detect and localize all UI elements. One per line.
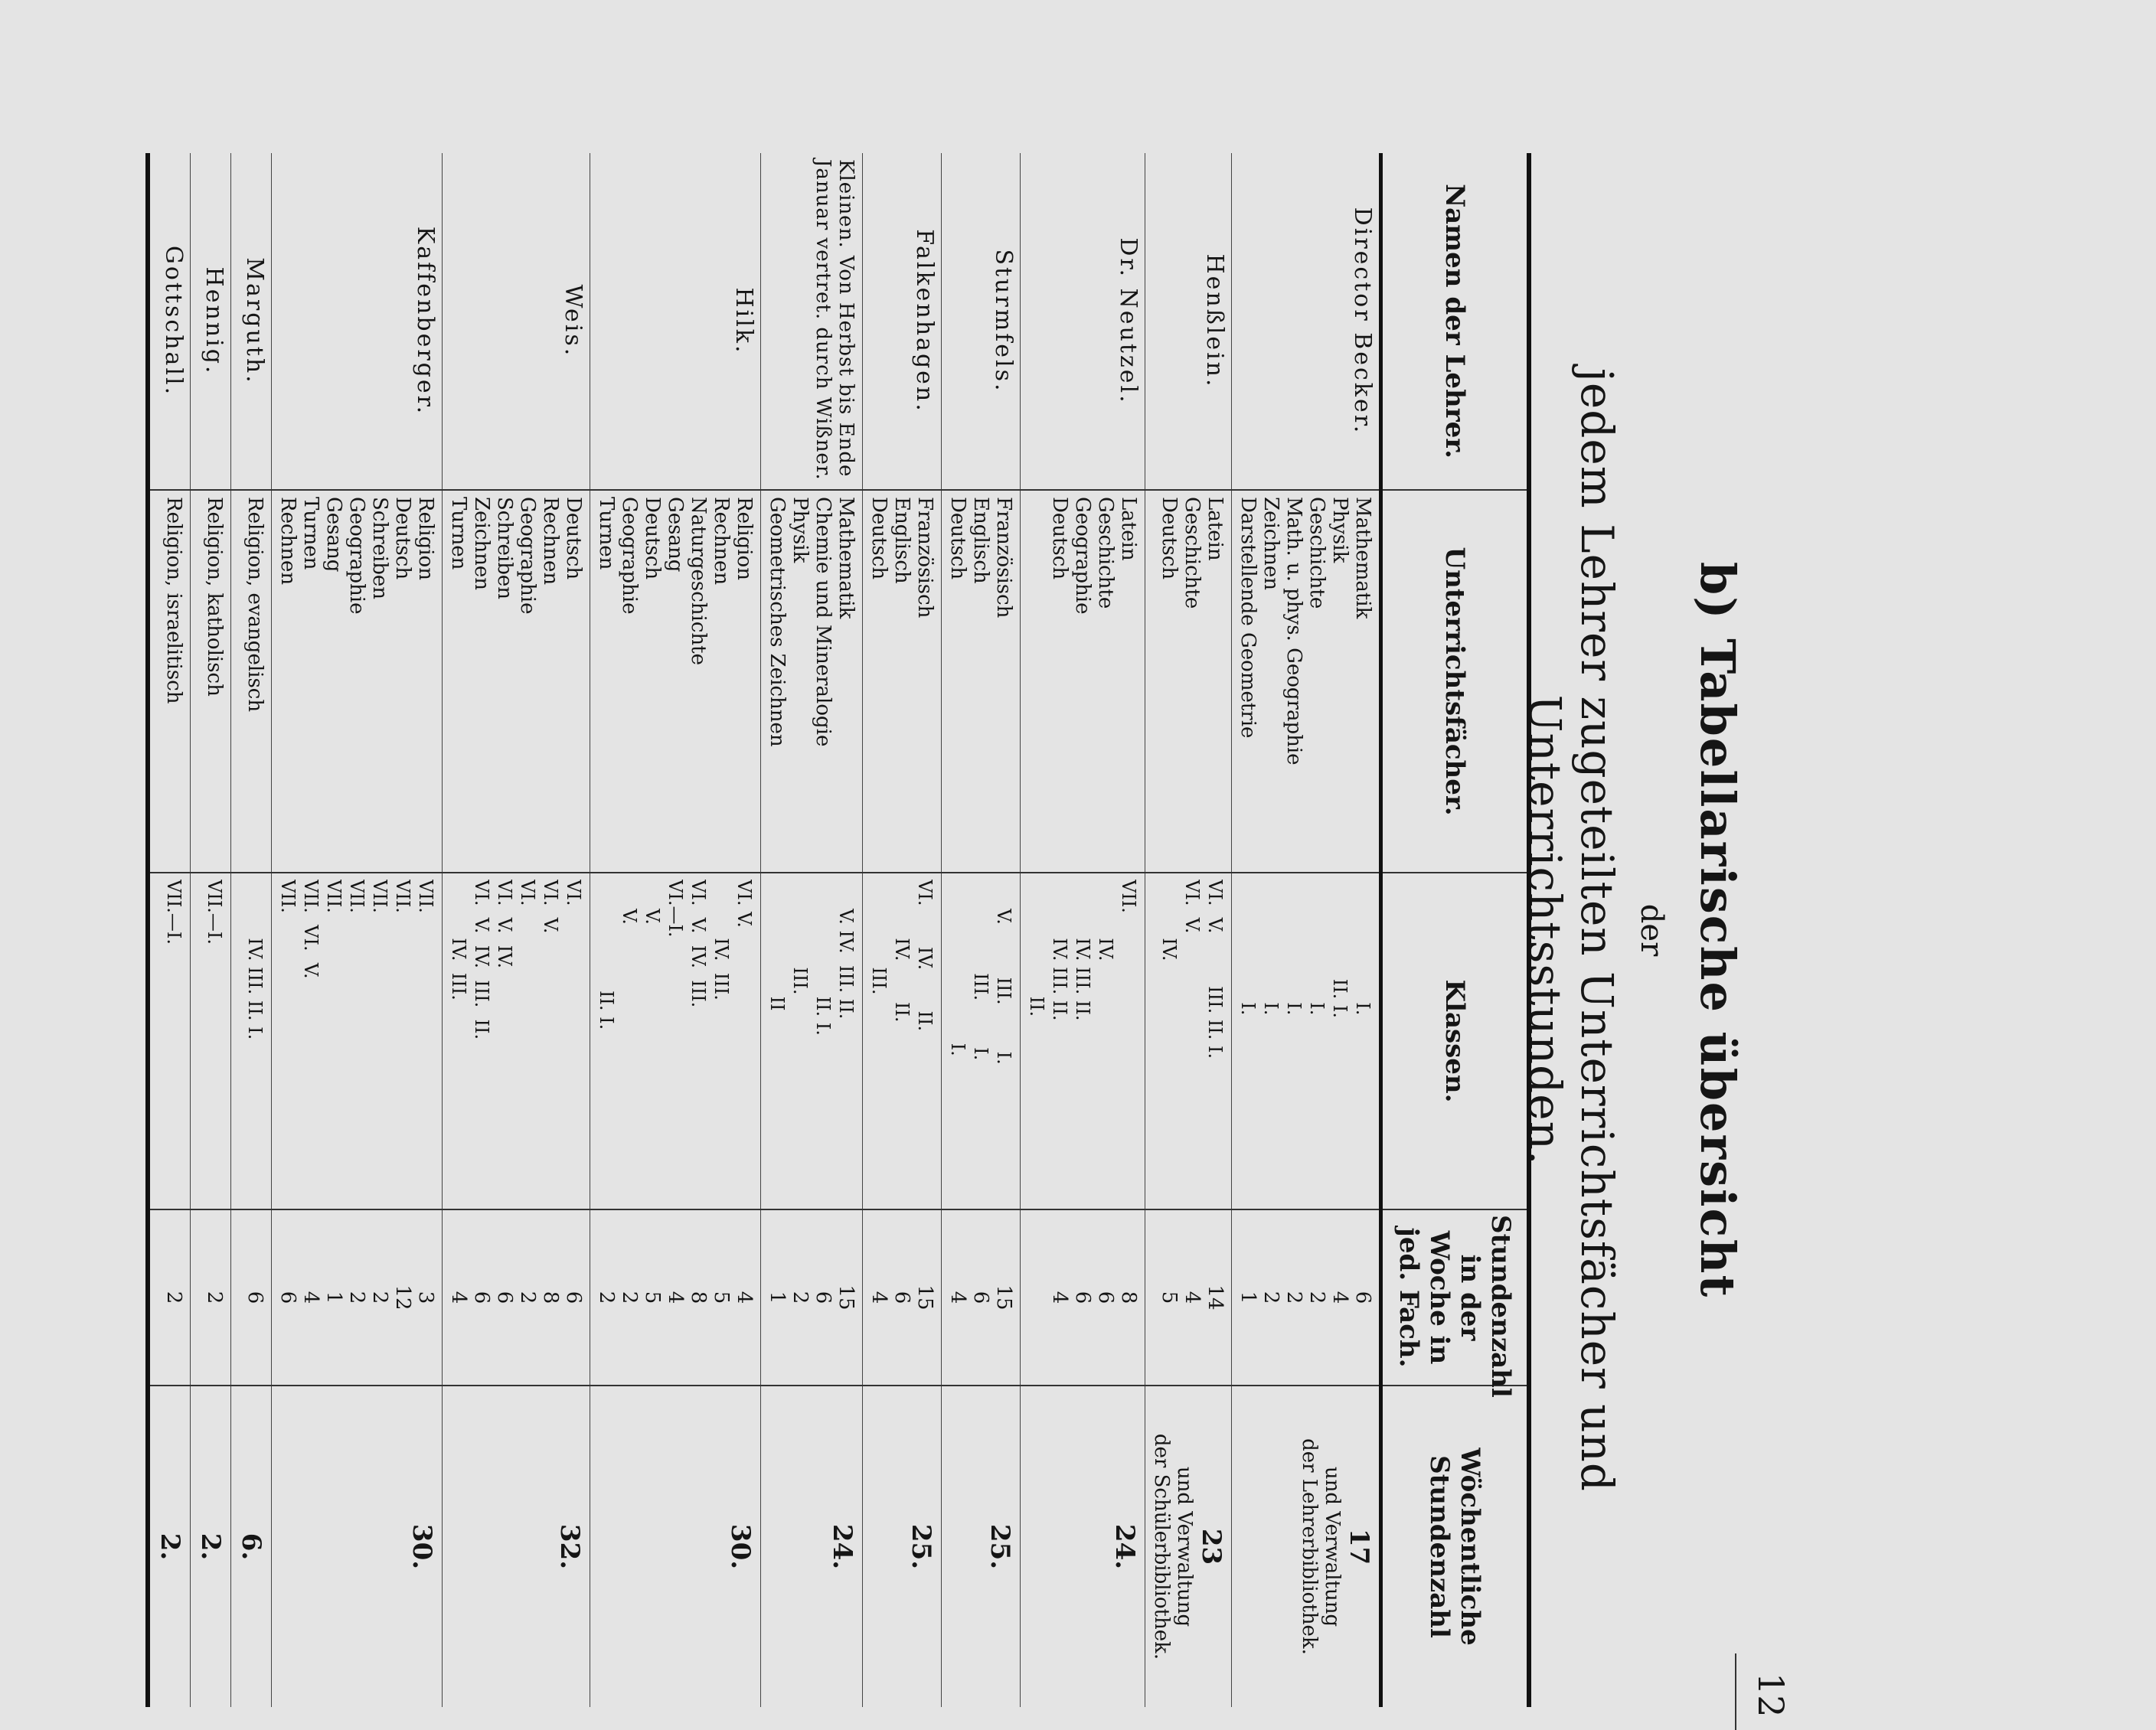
hours-line: 6 [1351, 1291, 1374, 1304]
subject-cell [1021, 490, 1145, 873]
subject-line: Rechnen [710, 497, 733, 586]
teacher-name: Director Becker. [1232, 153, 1381, 490]
class-cell [191, 873, 231, 1209]
subject-line: Schreiben [493, 497, 516, 600]
class-line: I. [1260, 880, 1282, 1016]
subject-line: Deutsch [1048, 497, 1071, 580]
hours-line: 15 [913, 1284, 936, 1311]
class-line: I. [947, 880, 969, 1056]
class-line: IV. III. II. [1072, 880, 1093, 1021]
hours-line: 8 [539, 1291, 562, 1304]
subject-line: Geographie [516, 497, 539, 615]
class-line: I. [1283, 880, 1305, 1016]
title-connector: der [1634, 903, 1669, 957]
subject-line: Deutsch [946, 497, 969, 580]
subject-line: Zeichnen [1259, 497, 1282, 590]
subject-line: Turnen [595, 497, 618, 570]
table-row [191, 153, 231, 1707]
subject-line: Deutsch [1158, 497, 1181, 580]
class-line: VI.—I. [665, 880, 686, 938]
subject-line: Turnen [299, 497, 322, 570]
weekly-total-cell [231, 1386, 272, 1707]
subject-line: Rechnen [539, 497, 562, 586]
class-line: V. IV. III. II. [835, 880, 857, 1020]
header-hours: Stundenzahl in der Woche in jed. Fach. [1381, 1209, 1530, 1386]
hours-line: 6 [562, 1291, 585, 1304]
teacher-name: Weis. [443, 153, 590, 490]
hours-line: 6 [243, 1291, 266, 1304]
class-line: VI. [517, 880, 538, 906]
class-cell [272, 873, 443, 1209]
class-line: V. [619, 880, 640, 925]
hours-cell [590, 1209, 761, 1386]
table-row [590, 153, 761, 1707]
table-row [443, 153, 590, 1707]
subject-line: Deutsch [641, 497, 664, 580]
hours-line: 12 [391, 1284, 414, 1311]
hours-line: 5 [710, 1291, 733, 1304]
subject-line: Rechnen [276, 497, 299, 586]
class-line: II. I. [596, 880, 617, 1030]
hours-cell [1021, 1209, 1145, 1386]
class-line: VI. V. IV. III. II. [471, 880, 492, 1040]
class-line: VII. [346, 880, 368, 913]
teacher-name: Falkenhagen. [863, 153, 942, 490]
subject-line: Chemie und Mineralogie [812, 497, 835, 747]
class-line: III. [868, 880, 890, 995]
subject-line: Gesang [664, 497, 687, 573]
subject-line: Religion [733, 497, 756, 580]
class-line: II. I. [812, 880, 834, 1036]
subject-line: Religion, katholisch [203, 497, 226, 697]
class-line: IV. [1158, 880, 1180, 961]
hours-line: 1 [766, 1291, 789, 1304]
hours-line: 2 [1282, 1291, 1305, 1304]
hours-line: 4 [1181, 1291, 1204, 1304]
hours-line: 8 [1117, 1291, 1140, 1304]
subject-line: Geometrisches Zeichnen [766, 497, 789, 747]
hours-line: 5 [1158, 1291, 1181, 1304]
header-total: Wöchentliche Stundenzahl [1381, 1386, 1530, 1707]
hours-line: 4 [946, 1291, 969, 1304]
subject-line: Englisch [969, 497, 992, 584]
hours-cell [443, 1209, 590, 1386]
class-line: VI. V. [733, 880, 755, 928]
subject-line: Religion [414, 497, 437, 580]
hours-cell [863, 1209, 942, 1386]
subject-line: Französisch [913, 497, 936, 619]
subject-line: Deutsch [391, 497, 414, 580]
class-line: VI. V. [540, 880, 561, 934]
subject-line: Geschichte [1181, 497, 1204, 609]
hours-line: 6 [969, 1291, 992, 1304]
class-cell [1232, 873, 1381, 1209]
subject-line: Latein [1204, 497, 1227, 561]
hours-line: 4 [447, 1291, 470, 1304]
hours-line: 2 [618, 1291, 641, 1304]
subject-line: Physik [789, 497, 812, 563]
subject-line: Latein [1117, 497, 1140, 561]
class-cell [443, 873, 590, 1209]
weekly-total-cell [863, 1386, 942, 1707]
class-line: VII. [415, 880, 436, 913]
subject-cell [191, 490, 231, 873]
weekly-total-value: 2. [195, 1533, 226, 1561]
teacher-name: Henßlein. [1145, 153, 1232, 490]
weekly-total-value: 24. [1109, 1523, 1140, 1570]
subject-cell [590, 490, 761, 873]
hours-line: 1 [1236, 1291, 1259, 1304]
class-line: I. [1306, 880, 1328, 1016]
hours-line: 5 [641, 1291, 664, 1304]
class-line: VII. [369, 880, 390, 913]
hours-line: 2 [345, 1291, 368, 1304]
class-line: III. [789, 880, 811, 995]
hours-line: 8 [687, 1291, 710, 1304]
hours-line: 4 [1048, 1291, 1071, 1304]
hours-line: 2 [789, 1291, 812, 1304]
hours-line: 2 [1305, 1291, 1328, 1304]
subject-line: Deutsch [867, 497, 890, 580]
class-line: I. [1352, 880, 1374, 1016]
subject-line: Deutsch [562, 497, 585, 580]
hours-cell [1232, 1209, 1381, 1386]
weekly-total-value: 25. [985, 1523, 1015, 1570]
weekly-total-value: 2. [155, 1533, 185, 1561]
subject-cell [863, 490, 942, 873]
weekly-total-value: 17 [1344, 1528, 1374, 1565]
weekly-total-note: der Lehrerbibliothek. [1298, 1438, 1321, 1655]
subject-line: Math. u. phys. Geographie [1282, 497, 1305, 765]
weekly-total-cell [1021, 1386, 1145, 1707]
weekly-total-note: der Schülerbibliothek. [1150, 1433, 1173, 1660]
subject-line: Darstellende Geometrie [1236, 497, 1259, 739]
schedule-table [145, 153, 1531, 1707]
class-line: II. I. [1329, 880, 1351, 1019]
weekly-total-value: 32. [554, 1523, 585, 1570]
table-row [942, 153, 1021, 1707]
weekly-total-cell [148, 1386, 191, 1707]
header-subjects: Unterrichtsfächer. [1381, 490, 1530, 873]
hours-line: 2 [516, 1291, 539, 1304]
table-row [1232, 153, 1381, 1707]
class-line: VII.—I. [204, 880, 225, 945]
page-number: 12 [1750, 1673, 1792, 1718]
teacher-name: Kaffenberger. [272, 153, 443, 490]
rotated-page [0, 153, 1792, 1718]
hours-line: 6 [1071, 1291, 1094, 1304]
hours-line: 6 [276, 1291, 299, 1304]
teacher-name: Kleinen. Von Herbst bis Ende Januar vertret. durch Wißner. [761, 153, 863, 490]
hours-line: 2 [595, 1291, 618, 1304]
class-line: II [766, 880, 788, 1011]
class-line: II. [1026, 880, 1047, 1017]
class-line: I. [1237, 880, 1259, 1016]
class-cell [148, 873, 191, 1209]
weekly-total-note: und Verwaltung [1173, 1466, 1196, 1627]
header-classes: Klassen. [1381, 873, 1530, 1209]
subject-cell [761, 490, 863, 873]
hours-line: 6 [470, 1291, 493, 1304]
class-cell [590, 873, 761, 1209]
hours-line: 2 [1259, 1291, 1282, 1304]
weekly-total-value: 23 [1196, 1528, 1227, 1565]
weekly-total-cell [590, 1386, 761, 1707]
class-cell [1021, 873, 1145, 1209]
class-line: IV. II. [891, 880, 913, 1023]
hours-line: 6 [812, 1291, 835, 1304]
subject-line: Gesang [322, 497, 345, 573]
page-title: b) Tabellarische übersicht [1690, 561, 1746, 1299]
subject-line: Geographie [1071, 497, 1094, 615]
table-row [231, 153, 272, 1707]
weekly-total-cell [443, 1386, 590, 1707]
class-line: IV. [1095, 880, 1116, 961]
teacher-name: Dr. Neutzel. [1021, 153, 1145, 490]
weekly-total-cell [761, 1386, 863, 1707]
subject-cell [272, 490, 443, 873]
class-cell [761, 873, 863, 1209]
hours-cell [1145, 1209, 1232, 1386]
class-line: VI. [563, 880, 584, 906]
class-line: IV. III. II. I. [244, 880, 266, 1040]
hours-line: 3 [414, 1291, 437, 1304]
class-cell [1145, 873, 1232, 1209]
table-row [1021, 153, 1145, 1707]
hours-cell [761, 1209, 863, 1386]
subject-line: Zeichnen [470, 497, 493, 590]
subject-line: Mathematik [1351, 497, 1374, 619]
weekly-total-cell [942, 1386, 1021, 1707]
hours-line: 6 [493, 1291, 516, 1304]
class-line: VII. [277, 880, 299, 913]
class-line: VI. V. IV. III. [688, 880, 709, 1008]
class-line: VII. [1118, 880, 1139, 913]
subject-line: Physik [1328, 497, 1351, 563]
table-body [148, 153, 1381, 1707]
hours-line: 15 [992, 1284, 1015, 1311]
class-line: VI. V. III. II. I. [1204, 880, 1226, 1059]
hours-cell [231, 1209, 272, 1386]
class-cell [942, 873, 1021, 1209]
hours-cell [272, 1209, 443, 1386]
hours-line: 4 [1328, 1291, 1351, 1304]
subject-line: Mathematik [835, 497, 858, 619]
class-line: IV. III. [710, 880, 732, 1000]
class-line: VI. V. IV. [494, 880, 515, 968]
hours-line: 4 [664, 1291, 687, 1304]
subject-line: Naturgeschichte [687, 497, 710, 666]
teacher-name: Hennig. [191, 153, 231, 490]
table-row [863, 153, 942, 1707]
subject-cell [942, 490, 1021, 873]
subject-line: Geschichte [1094, 497, 1117, 609]
subject-line: Englisch [890, 497, 913, 584]
subject-line: Geschichte [1305, 497, 1328, 609]
class-line: V. [642, 880, 663, 925]
class-cell [863, 873, 942, 1209]
table-header-row [1381, 153, 1530, 1707]
class-line: VII. VI. V. [300, 880, 322, 979]
hours-line: 4 [867, 1291, 890, 1304]
weekly-total-value: 25. [906, 1523, 936, 1570]
subject-line: Religion, evangelisch [243, 497, 266, 713]
subject-line: Geographie [618, 497, 641, 615]
table-row [272, 153, 443, 1707]
teacher-name: Gottschall. [148, 153, 191, 490]
hours-line: 1 [322, 1291, 345, 1304]
page-subtitle: jedem Lehrer zugeteilten Unterrichtsfächer und Unterrichtsstunden. [1519, 367, 1623, 1493]
class-line: VII.—I. [163, 880, 185, 945]
subject-line: Religion, israelitisch [162, 497, 185, 704]
subject-cell [443, 490, 590, 873]
weekly-total-value: 30. [725, 1523, 756, 1570]
subject-cell [148, 490, 191, 873]
hours-line: 4 [299, 1291, 322, 1304]
hours-cell [942, 1209, 1021, 1386]
class-line: VI. V. [1181, 880, 1203, 934]
hours-line: 2 [203, 1291, 226, 1304]
subject-cell [231, 490, 272, 873]
weekly-total-cell [272, 1386, 443, 1707]
class-line: IV. III. II. [1049, 880, 1070, 1021]
table-row [761, 153, 863, 1707]
subject-cell [1232, 490, 1381, 873]
teacher-name: Hilk. [590, 153, 761, 490]
class-line: III. I. [970, 880, 991, 1061]
class-line: VII. [392, 880, 413, 913]
subject-line: Geographie [345, 497, 368, 615]
table-row [148, 153, 191, 1707]
weekly-total-note: und Verwaltung [1321, 1466, 1344, 1627]
hours-line: 4 [733, 1291, 756, 1304]
hours-cell [148, 1209, 191, 1386]
weekly-total-value: 24. [827, 1523, 858, 1570]
weekly-total-cell [1145, 1386, 1232, 1707]
hours-line: 15 [835, 1284, 858, 1311]
class-cell [231, 873, 272, 1209]
header-names: Namen der Lehrer. [1381, 153, 1530, 490]
hours-line: 2 [368, 1291, 391, 1304]
subject-line: Turnen [447, 497, 470, 570]
hours-line: 6 [890, 1291, 913, 1304]
hours-cell [191, 1209, 231, 1386]
teacher-name: Marguth. [231, 153, 272, 490]
class-line: VII. [323, 880, 345, 913]
table-row [1145, 153, 1232, 1707]
weekly-total-cell [1232, 1386, 1381, 1707]
class-line: VI. IV. II. [914, 880, 936, 1032]
subject-line: Französisch [992, 497, 1015, 619]
subject-cell [1145, 490, 1232, 873]
weekly-total-value: 6. [236, 1533, 266, 1561]
hours-line: 2 [162, 1291, 185, 1304]
weekly-total-value: 30. [407, 1523, 437, 1570]
hours-line: 6 [1094, 1291, 1117, 1304]
class-line: IV. III. [448, 880, 469, 1000]
class-line: V. III. I. [993, 880, 1014, 1065]
weekly-total-cell [191, 1386, 231, 1707]
subject-line: Schreiben [368, 497, 391, 600]
hours-line: 14 [1204, 1284, 1227, 1311]
teacher-name: Sturmfels. [942, 153, 1021, 490]
